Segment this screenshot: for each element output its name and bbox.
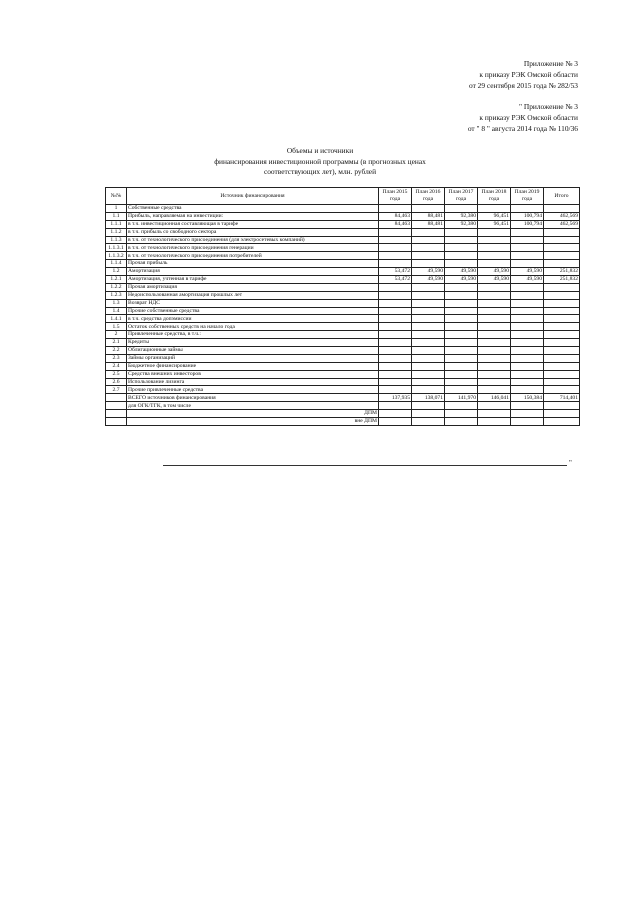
- col-header-2017: План 2017 года: [445, 188, 478, 205]
- table-row: [106, 268, 580, 276]
- title-line-1: Объемы и источники: [286, 146, 354, 155]
- row-source-name: Средства внешних инвесторов: [127, 370, 379, 378]
- row-total-cell: [544, 307, 580, 315]
- table-row: [106, 323, 580, 331]
- row-source-name: вне ДПМ: [127, 418, 379, 426]
- row-value-cell: [478, 205, 511, 213]
- signature-line: [163, 465, 567, 466]
- row-value-cell: [445, 307, 478, 315]
- row-total-cell: [544, 362, 580, 370]
- row-total-cell: 714,401: [544, 394, 580, 402]
- row-value-cell: [412, 386, 445, 394]
- row-value-cell: [445, 386, 478, 394]
- row-value-cell: [445, 402, 478, 410]
- row-source-name: Прочая амортизация: [127, 283, 379, 291]
- original-appendix-header: [468, 101, 578, 134]
- table-row: [106, 362, 580, 370]
- row-value-cell: [379, 228, 412, 236]
- row-value-cell: [478, 323, 511, 331]
- row-value-cell: [379, 378, 412, 386]
- table-row: [106, 283, 580, 291]
- row-value-cell: [478, 291, 511, 299]
- row-code: 2.7: [106, 386, 127, 394]
- row-value-cell: [412, 283, 445, 291]
- row-source-name: Прочая прибыль: [127, 260, 379, 268]
- row-source-name: ВСЕГО источников финансирования: [127, 394, 379, 402]
- row-code: 2.4: [106, 362, 127, 370]
- table-body: [106, 205, 580, 426]
- header-appendix-line: Приложение № 3: [523, 59, 578, 68]
- row-value-cell: 92,380: [445, 220, 478, 228]
- row-value-cell: [511, 331, 544, 339]
- row-value-cell: [511, 260, 544, 268]
- table-row: [106, 252, 580, 260]
- row-value-cell: [511, 370, 544, 378]
- row-value-cell: [445, 354, 478, 362]
- row-code: [106, 402, 127, 410]
- row-value-cell: [379, 362, 412, 370]
- row-code: 1.1: [106, 212, 127, 220]
- row-source-name: ДПМ: [127, 410, 379, 418]
- row-code: 2: [106, 331, 127, 339]
- row-value-cell: [379, 418, 412, 426]
- row-code: 1.1.2: [106, 228, 127, 236]
- header-date-line: от " 8 " августа 2014 года № 110/36: [467, 124, 578, 133]
- row-code: 1.1.4: [106, 260, 127, 268]
- row-value-cell: [379, 299, 412, 307]
- table-row: [106, 212, 580, 220]
- row-value-cell: [412, 228, 445, 236]
- row-value-cell: [478, 228, 511, 236]
- row-value-cell: 49,590: [478, 276, 511, 284]
- row-value-cell: 96,451: [478, 212, 511, 220]
- col-header-2015: План 2015 года: [379, 188, 412, 205]
- row-value-cell: [511, 347, 544, 355]
- row-total-cell: 251,832: [544, 276, 580, 284]
- closing-quote: ": [569, 459, 572, 467]
- row-value-cell: 100,794: [511, 220, 544, 228]
- row-source-name: Привлеченные средства, в т.ч.:: [127, 331, 379, 339]
- row-code: [106, 410, 127, 418]
- row-value-cell: [478, 260, 511, 268]
- table-row: [106, 354, 580, 362]
- table-row: [106, 386, 580, 394]
- table-row: [106, 370, 580, 378]
- row-total-cell: [544, 244, 580, 252]
- row-total-cell: [544, 283, 580, 291]
- row-value-cell: [445, 228, 478, 236]
- row-value-cell: [379, 244, 412, 252]
- row-source-name: Бюджетное финансирование: [127, 362, 379, 370]
- col-header-total: Итого: [544, 188, 580, 205]
- row-value-cell: [478, 283, 511, 291]
- row-value-cell: [511, 362, 544, 370]
- table-row: [106, 299, 580, 307]
- table-row: [106, 260, 580, 268]
- row-value-cell: [379, 331, 412, 339]
- row-value-cell: [445, 260, 478, 268]
- row-value-cell: [379, 410, 412, 418]
- row-code: 2.2: [106, 347, 127, 355]
- row-value-cell: [511, 307, 544, 315]
- row-value-cell: 49,590: [478, 268, 511, 276]
- row-value-cell: 49,590: [445, 268, 478, 276]
- row-value-cell: [412, 323, 445, 331]
- row-value-cell: [511, 291, 544, 299]
- row-value-cell: [478, 252, 511, 260]
- row-source-name: Прочие собственные средства: [127, 307, 379, 315]
- row-value-cell: [511, 315, 544, 323]
- row-value-cell: [445, 244, 478, 252]
- row-value-cell: [478, 362, 511, 370]
- row-source-name: в т.ч. средства допэмиссии: [127, 315, 379, 323]
- row-value-cell: [478, 370, 511, 378]
- row-total-cell: 251,832: [544, 268, 580, 276]
- table-row: [106, 410, 580, 418]
- row-value-cell: [445, 347, 478, 355]
- title-line-2: финансирования инвестиционной программы (в прогнозных ценах: [214, 156, 426, 166]
- row-value-cell: 53,472: [379, 268, 412, 276]
- row-total-cell: [544, 291, 580, 299]
- row-value-cell: [445, 299, 478, 307]
- row-value-cell: [412, 307, 445, 315]
- row-value-cell: [445, 252, 478, 260]
- row-value-cell: 49,590: [412, 276, 445, 284]
- document-title: [0, 146, 640, 178]
- row-value-cell: [412, 410, 445, 418]
- row-value-cell: [445, 362, 478, 370]
- row-code: 1.2.2: [106, 283, 127, 291]
- col-header-2019: План 2019 года: [511, 188, 544, 205]
- row-value-cell: [511, 378, 544, 386]
- row-total-cell: [544, 339, 580, 347]
- row-source-name: Амортизация, учтенная в тарифе: [127, 276, 379, 284]
- row-value-cell: [445, 315, 478, 323]
- row-value-cell: 92,380: [445, 212, 478, 220]
- row-value-cell: 84,463: [379, 212, 412, 220]
- row-value-cell: [445, 291, 478, 299]
- row-value-cell: [379, 307, 412, 315]
- row-value-cell: [379, 283, 412, 291]
- row-source-name: Облигационные займы: [127, 347, 379, 355]
- row-total-cell: [544, 386, 580, 394]
- row-value-cell: [511, 339, 544, 347]
- row-value-cell: [511, 252, 544, 260]
- row-value-cell: [379, 370, 412, 378]
- row-value-cell: [478, 347, 511, 355]
- row-code: [106, 418, 127, 426]
- row-value-cell: [379, 402, 412, 410]
- row-value-cell: [511, 283, 544, 291]
- row-value-cell: [445, 331, 478, 339]
- row-total-cell: [544, 260, 580, 268]
- row-value-cell: [412, 236, 445, 244]
- row-value-cell: [412, 370, 445, 378]
- row-value-cell: 96,451: [478, 220, 511, 228]
- row-value-cell: 141,970: [445, 394, 478, 402]
- row-total-cell: [544, 299, 580, 307]
- row-value-cell: [412, 331, 445, 339]
- row-value-cell: [412, 354, 445, 362]
- row-value-cell: [445, 378, 478, 386]
- row-source-name: Амортизация: [127, 268, 379, 276]
- row-value-cell: [379, 252, 412, 260]
- table-row: [106, 276, 580, 284]
- row-total-cell: [544, 323, 580, 331]
- row-total-cell: [544, 354, 580, 362]
- order-appendix-header: [469, 58, 578, 91]
- row-value-cell: [445, 370, 478, 378]
- table-row: [106, 339, 580, 347]
- table-row: [106, 378, 580, 386]
- row-value-cell: [379, 291, 412, 299]
- header-date-line: от 29 сентября 2015 года № 282/53: [468, 81, 578, 90]
- row-total-cell: [544, 252, 580, 260]
- row-code: 1.1.3.2: [106, 252, 127, 260]
- row-source-name: в т.ч. от технологического присоединения (для электросетевых компаний): [127, 236, 379, 244]
- row-value-cell: 100,794: [511, 212, 544, 220]
- row-value-cell: [379, 347, 412, 355]
- table-row: [106, 418, 580, 426]
- table-row: [106, 228, 580, 236]
- table-row: [106, 402, 580, 410]
- row-value-cell: [511, 299, 544, 307]
- header-order-line: к приказу РЭК Омской области: [479, 70, 578, 79]
- col-header-2016: План 2016 года: [412, 188, 445, 205]
- row-code: 1.1.3: [106, 236, 127, 244]
- row-value-cell: [412, 339, 445, 347]
- row-source-name: Прибыль, направляемая на инвестиции:: [127, 212, 379, 220]
- row-value-cell: [445, 418, 478, 426]
- row-value-cell: [478, 236, 511, 244]
- row-value-cell: [511, 244, 544, 252]
- row-value-cell: [379, 386, 412, 394]
- row-source-name: Собственные средства: [127, 205, 379, 213]
- row-value-cell: [412, 402, 445, 410]
- row-value-cell: [478, 354, 511, 362]
- title-line-3: соответствующих лет), млн. рублей: [263, 167, 377, 176]
- row-value-cell: [511, 410, 544, 418]
- row-value-cell: 137,935: [379, 394, 412, 402]
- row-code: 2.5: [106, 370, 127, 378]
- table-row: [106, 236, 580, 244]
- row-source-name: в т.ч. от технологического присоединения потребителей: [127, 252, 379, 260]
- row-code: 1.5: [106, 323, 127, 331]
- row-source-name: для ОГК/ТГК, в том числе: [127, 402, 379, 410]
- row-value-cell: 49,590: [511, 276, 544, 284]
- row-value-cell: [478, 331, 511, 339]
- row-value-cell: [412, 347, 445, 355]
- row-value-cell: [511, 386, 544, 394]
- table-row: [106, 307, 580, 315]
- row-value-cell: 146,041: [478, 394, 511, 402]
- row-value-cell: 84,463: [379, 220, 412, 228]
- row-value-cell: [445, 236, 478, 244]
- row-source-name: в т.ч. прибыль со свободного сектора: [127, 228, 379, 236]
- col-header-source: Источник финансирования: [127, 188, 379, 205]
- row-value-cell: 49,590: [511, 268, 544, 276]
- row-value-cell: [478, 307, 511, 315]
- header-appendix-line: " Приложение № 3: [519, 102, 578, 111]
- row-total-cell: [544, 347, 580, 355]
- row-code: 2.3: [106, 354, 127, 362]
- row-value-cell: [412, 291, 445, 299]
- row-value-cell: [412, 378, 445, 386]
- row-value-cell: 88,481: [412, 212, 445, 220]
- row-value-cell: [511, 402, 544, 410]
- row-value-cell: [412, 362, 445, 370]
- row-value-cell: [478, 402, 511, 410]
- table-row: [106, 205, 580, 213]
- table-row: [106, 291, 580, 299]
- row-code: 2.6: [106, 378, 127, 386]
- row-value-cell: [445, 205, 478, 213]
- row-value-cell: [511, 205, 544, 213]
- row-source-name: Использование лизинга: [127, 378, 379, 386]
- row-value-cell: [478, 315, 511, 323]
- row-value-cell: [445, 283, 478, 291]
- row-value-cell: [511, 323, 544, 331]
- row-code: [106, 394, 127, 402]
- table-row: [106, 347, 580, 355]
- row-value-cell: [379, 315, 412, 323]
- row-value-cell: [478, 299, 511, 307]
- row-value-cell: [478, 244, 511, 252]
- row-value-cell: [478, 378, 511, 386]
- row-value-cell: [511, 228, 544, 236]
- header-order-line: к приказу РЭК Омской области: [479, 113, 578, 122]
- row-code: 2.1: [106, 339, 127, 347]
- row-source-name: в т.ч. от технологического присоединения генерации: [127, 244, 379, 252]
- row-total-cell: [544, 228, 580, 236]
- row-value-cell: [412, 260, 445, 268]
- row-value-cell: [379, 354, 412, 362]
- row-code: 1.4.1: [106, 315, 127, 323]
- row-value-cell: [478, 386, 511, 394]
- row-value-cell: 138,071: [412, 394, 445, 402]
- row-total-cell: 462,569: [544, 212, 580, 220]
- row-code: 1.1.3.1: [106, 244, 127, 252]
- row-value-cell: [379, 260, 412, 268]
- row-value-cell: [511, 354, 544, 362]
- table-row: [106, 315, 580, 323]
- row-value-cell: 53,472: [379, 276, 412, 284]
- row-value-cell: 49,590: [445, 276, 478, 284]
- row-total-cell: 462,569: [544, 220, 580, 228]
- row-source-name: Займы организаций: [127, 354, 379, 362]
- row-value-cell: [511, 236, 544, 244]
- row-total-cell: [544, 331, 580, 339]
- row-value-cell: [412, 418, 445, 426]
- table-row: [106, 220, 580, 228]
- row-code: 1.2.1: [106, 276, 127, 284]
- row-source-name: Прочие привлеченные средства: [127, 386, 379, 394]
- table-header-row: [106, 188, 580, 205]
- table-row: [106, 244, 580, 252]
- financing-table: [105, 187, 580, 426]
- row-code: 1.2.3: [106, 291, 127, 299]
- row-value-cell: 88,481: [412, 220, 445, 228]
- row-value-cell: [445, 410, 478, 418]
- table-row: [106, 394, 580, 402]
- row-source-name: Возврат НДС: [127, 299, 379, 307]
- row-total-cell: [544, 315, 580, 323]
- row-source-name: Остаток собственных средств на начало года: [127, 323, 379, 331]
- row-value-cell: [412, 252, 445, 260]
- row-value-cell: [412, 299, 445, 307]
- row-total-cell: [544, 236, 580, 244]
- row-value-cell: [511, 418, 544, 426]
- row-total-cell: [544, 402, 580, 410]
- row-code: 1.1.1: [106, 220, 127, 228]
- row-value-cell: [379, 339, 412, 347]
- row-value-cell: 150,384: [511, 394, 544, 402]
- row-total-cell: [544, 378, 580, 386]
- row-value-cell: [379, 323, 412, 331]
- row-value-cell: [478, 410, 511, 418]
- row-total-cell: [544, 418, 580, 426]
- row-total-cell: [544, 370, 580, 378]
- row-value-cell: [412, 315, 445, 323]
- row-value-cell: [379, 205, 412, 213]
- row-value-cell: [445, 339, 478, 347]
- row-source-name: Кредиты: [127, 339, 379, 347]
- row-value-cell: [445, 323, 478, 331]
- table-row: [106, 331, 580, 339]
- row-value-cell: [478, 339, 511, 347]
- row-code: 1.2: [106, 268, 127, 276]
- col-header-2018: План 2018 года: [478, 188, 511, 205]
- row-total-cell: [544, 410, 580, 418]
- row-source-name: в т.ч. инвестиционная составляющая в тарифе: [127, 220, 379, 228]
- row-total-cell: [544, 205, 580, 213]
- row-value-cell: [412, 205, 445, 213]
- row-value-cell: [412, 244, 445, 252]
- col-header-number: №№: [106, 188, 127, 205]
- row-code: 1.3: [106, 299, 127, 307]
- row-code: 1: [106, 205, 127, 213]
- row-source-name: Недоиспользованная амортизация прошлых лет: [127, 291, 379, 299]
- row-value-cell: [478, 418, 511, 426]
- row-value-cell: 49,590: [412, 268, 445, 276]
- row-code: 1.4: [106, 307, 127, 315]
- row-value-cell: [379, 236, 412, 244]
